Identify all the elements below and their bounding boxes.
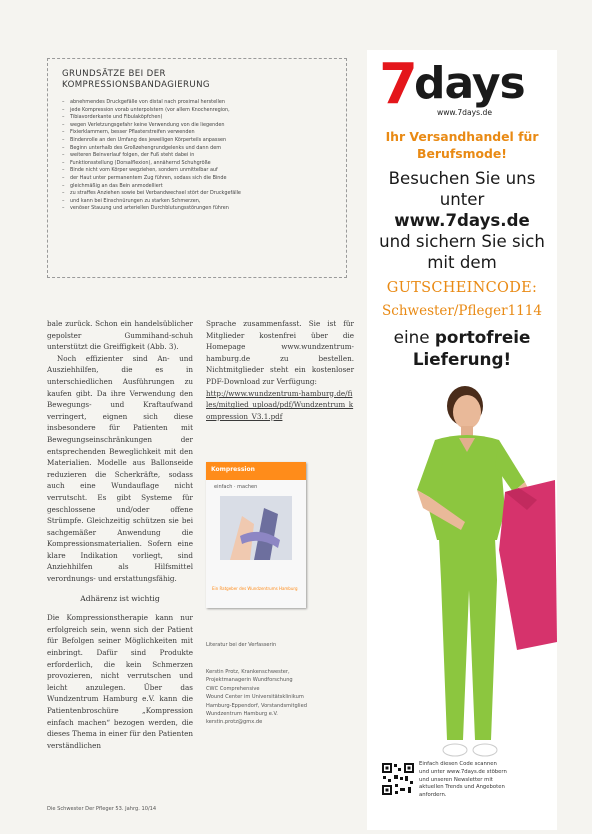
principle-item: – Fixierklammern, besser Pflasterstreifen verwenden	[62, 129, 338, 137]
cover-illustration	[220, 496, 292, 560]
qr-instruction-line: Einfach diesen Code scannen	[419, 761, 497, 767]
ad-line-with: mit dem	[427, 253, 497, 272]
author-line: Wound Center im Universitätsklinikum	[206, 694, 304, 701]
principles-title-line1: GRUNDSÄTZE BEI DER	[62, 69, 166, 79]
ad-voucher-code: Schwester/Pfleger1114	[382, 303, 542, 319]
principle-item: – Beginn unterhalb des Großzehengrundgelenks und dann dem	[62, 145, 338, 153]
qr-instruction-line: aktuellen Trends und Angeboten	[419, 784, 505, 791]
advertisement-7days[interactable]	[367, 50, 557, 830]
principle-item: – zu straffes Anziehen sowie bei Verbandwechsel stört der Druckgefälle	[62, 190, 338, 198]
qr-instruction-line: und unter www.7days.de stöbern	[419, 768, 507, 775]
qr-instruction-line: und unseren Newsletter mit	[419, 776, 493, 783]
ad-website-link[interactable]: www.7days.de	[394, 211, 530, 230]
logo-days: days	[414, 58, 525, 109]
brochure-link[interactable]: http://www.wundzentrum-hamburg.de/files/mitglied_upload/pdf/Wundzentrum_kompression_V3.1.pdf	[206, 388, 354, 421]
cover-footer: Ein Ratgeber des Wundzentrums Hamburg	[212, 586, 298, 591]
article-paragraph: Sprache zusammenfasst. Sie ist für Mitglieder kostenfrei über die Homepage www.wundzentrum-hamburg.de zu bestellen. Nichtmitglieder steht ein kostenloser PDF-Download zur Verfügung:	[206, 319, 354, 386]
article-column-left	[47, 318, 193, 751]
principle-item: – jede Kompression vorab unterpolstern (vor allem Knochenregion,	[62, 107, 338, 115]
author-info	[206, 668, 354, 727]
principle-item: – Bindenrolle an den Umfang des jeweiligen Körperteils anpassen	[62, 137, 338, 145]
ad-free-shipping-bold: portofreie	[434, 327, 531, 347]
principle-item: – gleichmäßig an das Bein anmodelliert	[62, 183, 338, 191]
qr-instruction-line: anfordern.	[419, 792, 447, 799]
principle-item: – weiteren Beinverlauf folgen, der Fuß steht dabei in	[62, 152, 338, 160]
ad-tagline-2: Berufsmode!	[417, 146, 507, 161]
ad-delivery: Lieferung!	[412, 349, 512, 369]
ad-line-under: unter	[439, 190, 485, 209]
principle-item: – der Haut unter permanentem Zug führen, sodass sich die Binde	[62, 175, 338, 183]
principles-list	[62, 99, 338, 213]
principle-item: – Tibiavorderkante und Fibulaköpfchen)	[62, 114, 338, 122]
ad-tagline-1: Ihr Versandhandel für	[385, 129, 539, 144]
principles-box	[47, 58, 347, 278]
principle-item: – venöser Stauung und arteriellen Durchblutungsstörungen führen	[62, 205, 338, 213]
ad-voucher-label: GUTSCHEINCODE:	[386, 280, 538, 296]
principles-title-line2: KOMPRESSIONSBANDAGIERUNG	[62, 80, 210, 90]
author-line: CWC Comprehensive	[206, 685, 260, 692]
ad-free-shipping-prefix: eine	[393, 327, 435, 347]
ad-line-visit: Besuchen Sie uns	[388, 169, 536, 188]
ad-free-shipping	[367, 326, 557, 348]
qr-instructions	[419, 761, 551, 800]
brochure-cover-image	[206, 462, 306, 608]
qr-code[interactable]	[381, 762, 415, 796]
cover-band-text: Kompression	[211, 466, 255, 473]
principle-item: – wegen Verletzungsgefahr keine Verwendung von die liegenden	[62, 122, 338, 130]
nurse-photo	[387, 380, 557, 780]
image-caption: Literatur bei der Verfasserin	[206, 642, 277, 648]
article-paragraph: Noch effizienter sind An- und Ausziehhilfen, die es in unterschiedlichen Ausführungen zu kaufen gibt. Da ihre Verwendung den Bewegungs- und Kraftaufwand verringert, eignen sich diese insbesondere für Patienten mit Bewegungseinschränkungen der entsprechenden Beweglichkeit mit den Materialien. Modelle aus Ballonseide reduzieren die Scherkräfte, sodass auch eine Wundauflage nicht verrutscht. Es gibt Systeme für geschlossene und/oder offene Strümpfe. Gleichzeitig schützen sie bei sachgemäßer Anwendung die Kompressionsmaterialien. Sofern eine klare Indikation vorliegt, sind Anziehhilfen als Hilfsmittel verordnungs- und erstattungsfähig.	[47, 353, 193, 584]
logo-url[interactable]: www.7days.de	[437, 108, 493, 117]
page-footer: Die Schwester Der Pfleger 53. Jahrg. 10/14	[47, 806, 157, 812]
principle-item: – Binde nicht vom Körper wegziehen, sondern unmittelbar auf	[62, 167, 338, 175]
principle-item: – abnehmendes Druckgefälle von distal nach proximal herstellen	[62, 99, 338, 107]
ad-line-secure: und sichern Sie sich	[379, 232, 545, 251]
author-line: Hamburg-Eppendorf, Vorstandsmitglied	[206, 702, 307, 709]
principles-title	[62, 69, 338, 91]
article-column-right	[206, 318, 354, 422]
cover-band	[206, 462, 306, 480]
author-line: Kerstin Protz, Krankenschwester,	[206, 669, 290, 675]
article-paragraph: Die Kompressionstherapie kann nur erfolgreich sein, wenn sich der Patient für Befolgen seiner Möglichkeiten mit einbringt. Dafür sind Produkte erforderlich, die kein Schmerzen provozieren, nicht verrutschen und leicht anzulegen. Über das Wundzentrum Hamburg e.V. kann die Patientenbroschüre „Kompression einfach machen“ bezogen werden, die dieses Thema in einer für den Patienten verständlichen	[47, 613, 193, 750]
cover-subtitle: einfach · machen	[214, 484, 258, 490]
author-line: Projektmanagerin Wundforschung	[206, 677, 293, 684]
principle-item: – und kann bei Einschnürungen zu starken Schmerzen,	[62, 198, 338, 206]
logo-seven: 7	[379, 52, 418, 117]
principle-item: – Funktionsstellung (Dorsalflexion), annähernd Schuhgröße	[62, 160, 338, 168]
brand-logo[interactable]	[379, 52, 543, 124]
section-subheading: Adhärenz ist wichtig	[80, 593, 160, 603]
article-paragraph: bale zurück. Schon ein handelsüblicher gepolster Gummihand-schuh unterstützt die Greiffigkeit (Abb. 3).	[47, 319, 193, 352]
author-line: Wundzentrum Hamburg e.V.	[206, 711, 278, 718]
author-email[interactable]: kerstin.protz@gmx.de	[206, 719, 263, 726]
